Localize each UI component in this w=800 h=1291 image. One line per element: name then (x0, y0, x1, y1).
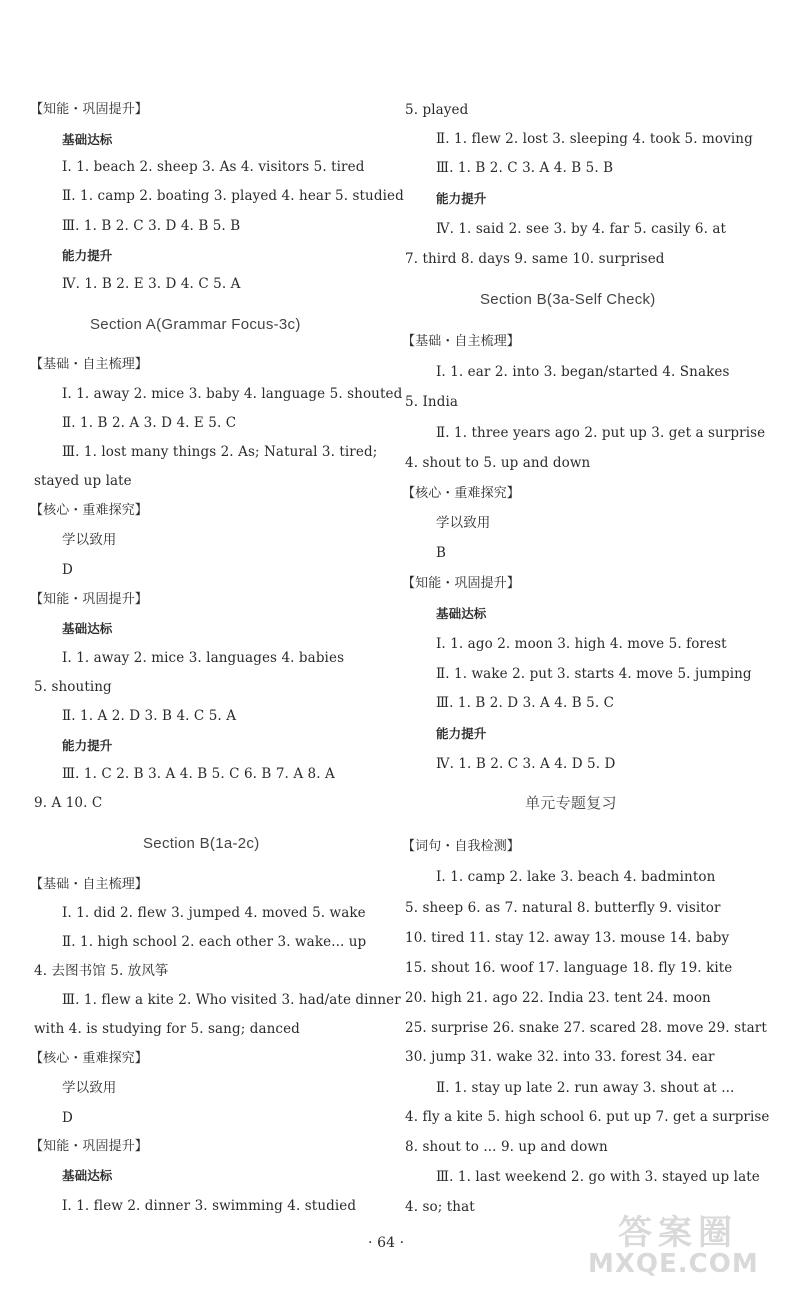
section-title: Section A(Grammar Focus-3c) (90, 316, 301, 333)
answer-line: 10. tired 11. stay 12. away 13. mouse 14. baby (405, 930, 730, 946)
page-number: · 64 · (368, 1235, 405, 1251)
answer-line: 7. third 8. days 9. same 10. surprised (405, 251, 665, 267)
section-header: 【基础・自主梳理】 (30, 877, 148, 892)
section-header: 【核心・重难探究】 (30, 1051, 148, 1066)
watermark-logo (588, 1205, 778, 1283)
subheading: 学以致用 (436, 515, 491, 531)
subheading: 学以致用 (62, 532, 117, 548)
answer-line: Ⅱ. 1. A 2. D 3. B 4. C 5. A (62, 708, 237, 724)
answer-line: Ⅰ. 1. flew 2. dinner 3. swimming 4. studied (62, 1198, 357, 1214)
watermark-url: MXQE.COM (588, 1249, 759, 1279)
answer-line: Ⅲ. 1. B 2. D 3. A 4. B 5. C (436, 695, 615, 711)
subheading: 能力提升 (62, 738, 113, 753)
subheading: 能力提升 (436, 726, 487, 741)
subheading: 基础达标 (436, 606, 487, 621)
answer-line: Ⅲ. 1. lost many things 2. As; Natural 3. tired; (62, 444, 378, 460)
subheading: 基础达标 (62, 621, 113, 636)
section-header: 【基础・自主梳理】 (402, 334, 520, 349)
section-header: 【知能・巩固提升】 (30, 102, 148, 117)
answer-line: Ⅰ. 1. beach 2. sheep 3. As 4. visitors 5. tired (62, 159, 365, 175)
answer-line: Ⅰ. 1. camp 2. lake 3. beach 4. badminton (436, 869, 716, 885)
watermark-text: 答案圈 (618, 1213, 738, 1253)
answer-line: 9. A 10. C (34, 795, 103, 811)
answer-line: Ⅰ. 1. ear 2. into 3. began/started 4. Snakes (436, 364, 730, 380)
answer-line: Ⅱ. 1. B 2. A 3. D 4. E 5. C (62, 415, 237, 431)
answer-line: 5. played (405, 102, 469, 118)
answer-line: 15. shout 16. woof 17. language 18. fly 19. kite (405, 960, 733, 976)
answer-line: Ⅰ. 1. ago 2. moon 3. high 4. move 5. forest (436, 636, 727, 652)
section-title: 单元专题复习 (525, 795, 617, 812)
section-header: 【基础・自主梳理】 (30, 357, 148, 372)
section-header: 【词句・自我检测】 (402, 839, 520, 854)
answer-line: 4. so; that (405, 1199, 475, 1215)
answer-line: Ⅱ. 1. high school 2. each other 3. wake... up (62, 934, 367, 950)
answer-line: Ⅲ. 1. C 2. B 3. A 4. B 5. C 6. B 7. A 8. A (62, 766, 335, 782)
answer-line: Ⅱ. 1. camp 2. boating 3. played 4. hear 5. studied (62, 188, 404, 204)
answer-line: Ⅰ. 1. away 2. mice 3. languages 4. babies (62, 650, 345, 666)
answer-line: 30. jump 31. wake 32. into 33. forest 34. ear (405, 1049, 715, 1065)
answer-line: 5. sheep 6. as 7. natural 8. butterfly 9. visitor (405, 900, 721, 916)
subheading: 学以致用 (62, 1080, 117, 1096)
answer-line: Ⅳ. 1. B 2. C 3. A 4. D 5. D (436, 756, 616, 772)
section-header: 【核心・重难探究】 (402, 486, 520, 501)
answer-line: with 4. is studying for 5. sang; danced (34, 1021, 300, 1037)
subheading: 基础达标 (62, 132, 113, 147)
answer-line: D (62, 562, 73, 578)
answer-line: Ⅱ. 1. stay up late 2. run away 3. shout at ... (436, 1080, 735, 1096)
answer-line: Ⅱ. 1. wake 2. put 3. starts 4. move 5. jumping (436, 666, 752, 682)
section-title: Section B(3a-Self Check) (480, 291, 656, 308)
answer-line: Ⅱ. 1. flew 2. lost 3. sleeping 4. took 5. moving (436, 131, 753, 147)
answer-line: Ⅰ. 1. away 2. mice 3. baby 4. language 5. shouted (62, 386, 403, 402)
answer-line: stayed up late (34, 473, 132, 489)
answer-line: 8. shout to ... 9. up and down (405, 1139, 608, 1155)
section-header: 【核心・重难探究】 (30, 503, 148, 518)
subheading: 基础达标 (62, 1168, 113, 1183)
answer-line: D (62, 1110, 73, 1126)
subheading: 能力提升 (436, 191, 487, 206)
section-header: 【知能・巩固提升】 (30, 592, 148, 607)
answer-line: 25. surprise 26. snake 27. scared 28. move 29. start (405, 1020, 767, 1036)
answer-line: Ⅰ. 1. did 2. flew 3. jumped 4. moved 5. wake (62, 905, 366, 921)
answer-line: Ⅱ. 1. three years ago 2. put up 3. get a surprise (436, 425, 766, 441)
section-header: 【知能・巩固提升】 (30, 1139, 148, 1154)
section-header: 【知能・巩固提升】 (402, 576, 520, 591)
answer-line: 4. 去图书馆 5. 放风筝 (34, 963, 169, 979)
subheading: 能力提升 (62, 248, 113, 263)
answer-line: 20. high 21. ago 22. India 23. tent 24. moon (405, 990, 711, 1006)
answer-line: Ⅲ. 1. B 2. C 3. D 4. B 5. B (62, 218, 241, 234)
answer-line: 5. India (405, 394, 459, 410)
answer-line: 5. shouting (34, 679, 112, 695)
answer-line: Ⅳ. 1. said 2. see 3. by 4. far 5. casily 6. at (436, 221, 727, 237)
answer-line: 4. shout to 5. up and down (405, 455, 591, 471)
answer-line: Ⅳ. 1. B 2. E 3. D 4. C 5. A (62, 276, 241, 292)
answer-line: Ⅲ. 1. flew a kite 2. Who visited 3. had/ate dinner (62, 992, 401, 1008)
answer-line: Ⅲ. 1. B 2. C 3. A 4. B 5. B (436, 160, 614, 176)
answer-line: 4. fly a kite 5. high school 6. put up 7. get a surprise (405, 1109, 770, 1125)
section-title: Section B(1a-2c) (143, 835, 260, 852)
answer-line: B (436, 545, 447, 561)
answer-line: Ⅲ. 1. last weekend 2. go with 3. stayed up late (436, 1169, 760, 1185)
